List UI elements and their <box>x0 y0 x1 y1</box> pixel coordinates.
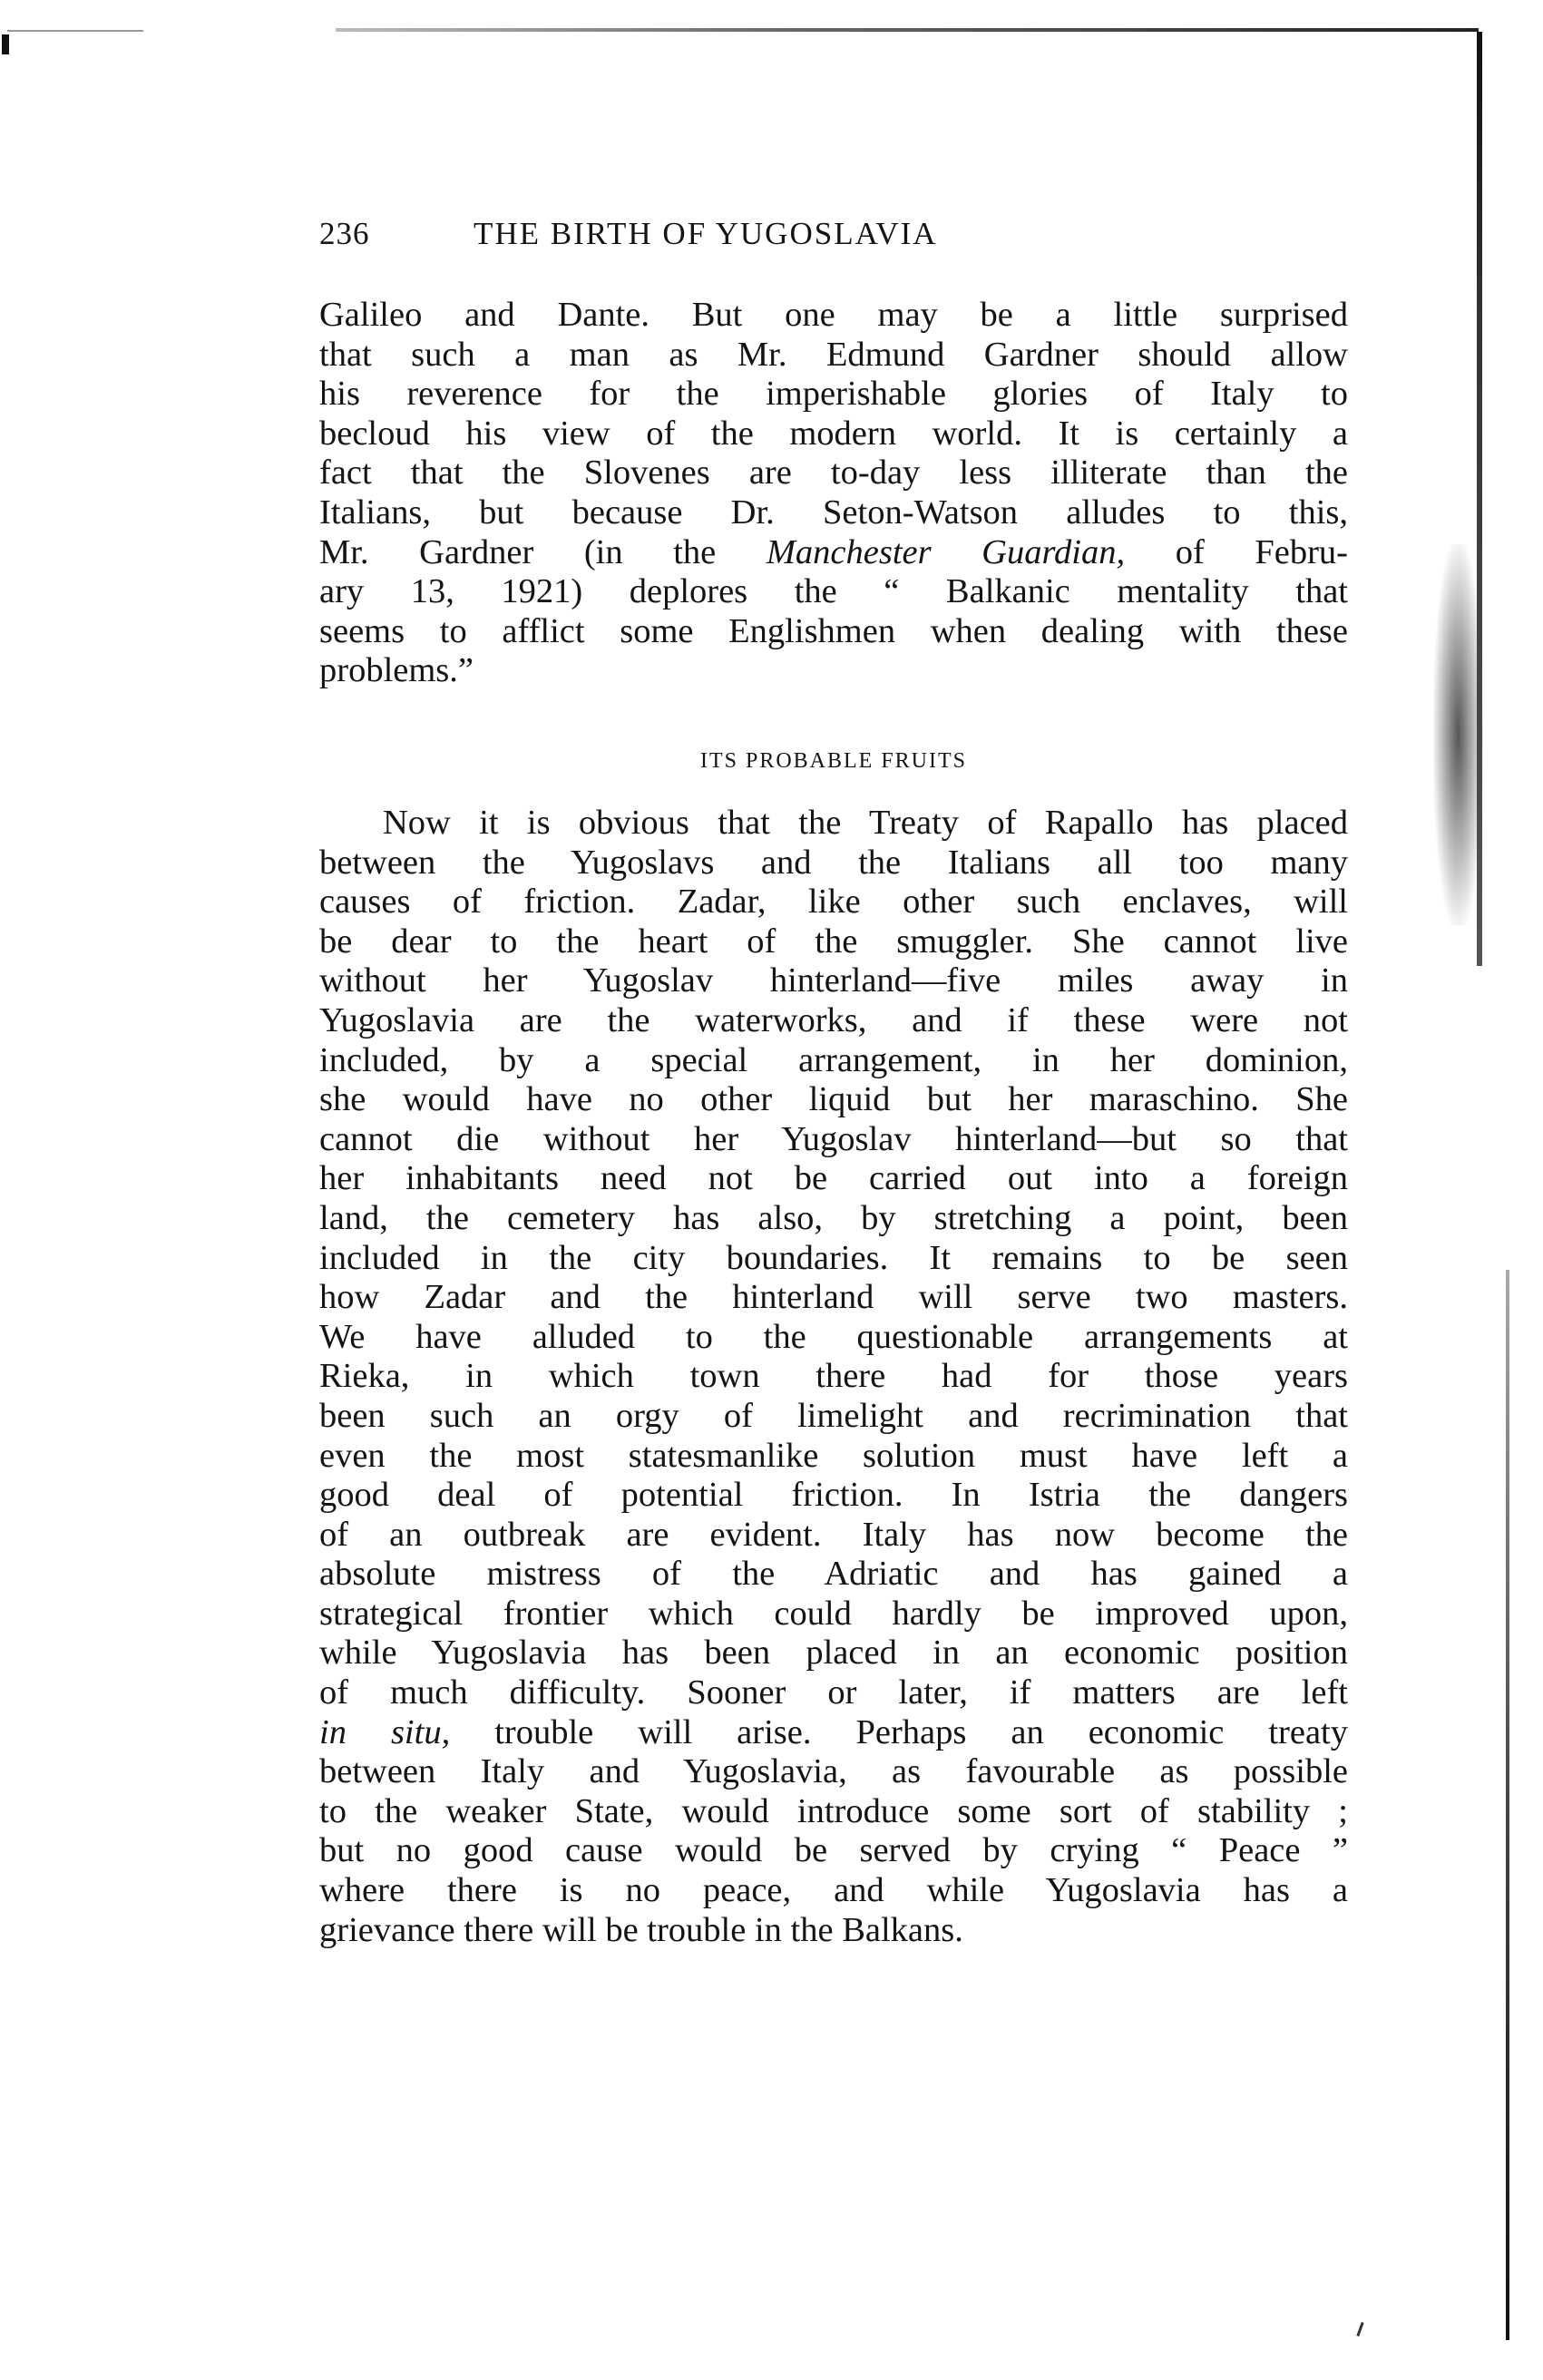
text-line: to the weaker State, would introduce some sort of stability ; <box>319 1791 1348 1830</box>
text-line: of an outbreak are evident. Italy has now become the <box>319 1515 1348 1554</box>
italic-title: Manchester Guardian, <box>766 532 1126 571</box>
running-head <box>319 216 1226 261</box>
text-line: seems to afflict some Englishmen when dealing with these <box>319 611 1348 650</box>
text-line: her inhabitants need not be carried out into a foreign <box>319 1159 1348 1198</box>
scan-right-edge-lower <box>1506 1270 1509 2340</box>
text-line: We have alluded to the questionable arrangements at <box>319 1317 1348 1356</box>
text-line: even the most statesmanlike solution must have left a <box>319 1436 1348 1475</box>
text-line: that such a man as Mr. Edmund Gardner should allow <box>319 335 1348 374</box>
text-line: Rieka, in which town there had for those years <box>319 1357 1348 1396</box>
text-line <box>319 533 1348 573</box>
text-line: included, by a special arrangement, in her dominion, <box>319 1040 1348 1079</box>
text-line: cannot die without her Yugoslav hinterland—but so that <box>319 1119 1348 1158</box>
text-line <box>319 1713 1348 1753</box>
text-line: between the Yugoslavs and the Italians all too many <box>319 843 1348 882</box>
text-line: problems.” <box>319 651 474 690</box>
text-line: causes of friction. Zadar, like other such enclaves, will <box>319 883 1348 922</box>
text-line: without her Yugoslav hinterland—five miles away in <box>319 961 1348 1000</box>
text-line: strategical frontier which could hardly be improved upon, <box>319 1594 1348 1633</box>
running-title: THE BIRTH OF YUGOSLAVIA <box>474 216 938 251</box>
scan-edge-mark <box>7 30 143 32</box>
text-line: becloud his view of the modern world. It is certainly a <box>319 414 1348 453</box>
text-line: she would have no other liquid but her maraschino. She <box>319 1080 1348 1119</box>
text-line: ary 13, 1921) deplores the “ Balkanic mentality that <box>319 572 1348 611</box>
scan-gutter-shadow <box>1433 544 1483 925</box>
text-line: been such an orgy of limelight and recrimination that <box>319 1396 1348 1435</box>
text-line: Yugoslavia are the waterworks, and if these were not <box>319 1000 1348 1039</box>
text-line: fact that the Slovenes are to-day less illiterate than the <box>319 454 1348 493</box>
text-run: trouble will arise. Perhaps an economic treaty <box>494 1712 1349 1751</box>
text-run: Mr. Gardner (in the <box>319 532 717 571</box>
text-line: land, the cemetery has also, by stretching a point, been <box>319 1198 1348 1237</box>
paragraph-continued <box>319 296 1348 691</box>
text-line: absolute mistress of the Adriatic and has gained a <box>319 1555 1348 1594</box>
text-line: his reverence for the imperishable glories of Italy to <box>319 375 1348 414</box>
text-line: but no good cause would be served by crying “ Peace ” <box>319 1831 1348 1870</box>
page-number: 236 <box>319 216 370 251</box>
italic-phrase: in situ, <box>319 1712 451 1751</box>
text-line: Galileo and Dante. But one may be a little surprised <box>319 296 1348 334</box>
scan-tick-mark <box>1356 2322 1363 2336</box>
scan-top-edge <box>336 28 1479 32</box>
text-line: grievance there will be trouble in the Balkans. <box>319 1910 963 1949</box>
text-line: between Italy and Yugoslavia, as favourable as possible <box>319 1752 1348 1791</box>
text-line: while Yugoslavia has been placed in an economic position <box>319 1634 1348 1673</box>
text-line: Italians, but because Dr. Seton-Watson alludes to this, <box>319 493 1348 532</box>
scan-corner-mark <box>2 34 9 54</box>
text-line: Now it is obvious that the Treaty of Rapallo has placed <box>383 804 1348 842</box>
text-line: be dear to the heart of the smuggler. She cannot live <box>319 922 1348 961</box>
text-run: of Febru- <box>1175 532 1349 571</box>
text-line: good deal of potential friction. In Istria the dangers <box>319 1476 1348 1515</box>
text-line: of much difficulty. Sooner or later, if matters are left <box>319 1673 1348 1712</box>
text-line: where there is no peace, and while Yugoslavia has a <box>319 1871 1348 1910</box>
section-heading: ITS PROBABLE FRUITS <box>699 749 968 773</box>
text-line: included in the city boundaries. It remains to be seen <box>319 1238 1348 1277</box>
paragraph <box>319 804 1348 1950</box>
text-line: how Zadar and the hinterland will serve two masters. <box>319 1278 1348 1317</box>
